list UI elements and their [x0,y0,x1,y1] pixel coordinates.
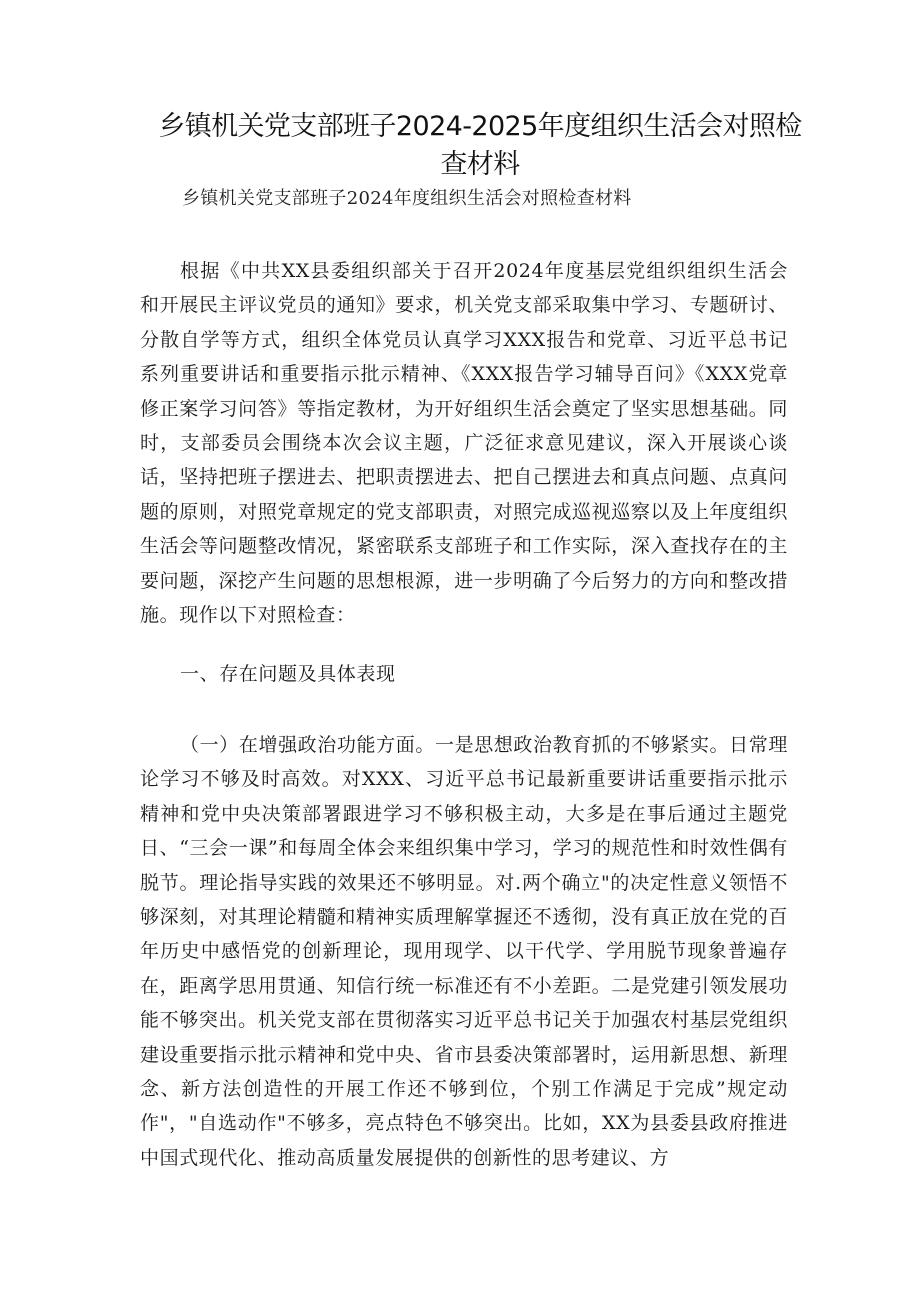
paragraph-intro: 根据《中共XX县委组织部关于召开2024年度基层党组织组织生活会和开展民主评议党员的通知》要求，机关党支部采取集中学习、专题研讨、分散自学等方式，组织全体党员认真学习XXX报告和党章、习近平总书记系列重要讲话和重要指示批示精神、《XXX报告学习辅导百问》《XXX党章修正案学习问答》等指定教材，为开好组织生活会奠定了坚实思想基础。同时，支部委员会围绕本次会议主题，广泛征求意见建议，深入开展谈心谈话，坚持把班子摆进去、把职责摆进去、把自己摆进去和真点问题、点真问题的原则，对照党章规定的党支部职责，对照完成巡视巡察以及上年度组织生活会等问题整改情况，紧密联系支部班子和工作实际，深入查找存在的主要问题，深挖产生问题的思想根源，进一步明确了今后努力的方向和整改措施。现作以下对照检查： [140,260,788,627]
section-heading: 一、存在问题及具体表现 [180,663,396,685]
document-title: 乡镇机关党支部班子2024-2025年度组织生活会对照检查材料 [158,111,802,180]
paragraph-political-function: （一）在增强政治功能方面。一是思想政治教育抓的不够紧实。日常理论学习不够及时高效。对XXX、习近平总书记最新重要讲话重要指示批示精神和党中央决策部署跟进学习不够积极主动，大多是在事后通过主题党日、“三会一课”和每周全体会来组织集中学习，学习的规范性和时效性偶有脱节。理论指导实践的效果还不够明显。对.两个确立"的决定性意义领悟不够深刻，对其理论精髓和精神实质理解掌握还不透彻，没有真正放在党的百年历史中感悟党的创新理论，现用现学、以干代学、学用脱节现象普遍存在，距离学思用贯通、知信行统一标准还有不小差距。二是党建引领发展功能不够突出。机关党支部在贯彻落实习近平总书记关于加强农村基层党组织建设重要指示批示精神和党中央、省市县委决策部署时，运用新思想、新理念、新方法创造性的开展工作还不够到位，个别工作满足于完成”规定动作"，"自选动作"不够多，亮点特色不够突出。比如，XX为县委县政府推进中国式现代化、推动高质量发展提供的创新性的思考建议、方 [140,734,788,1169]
document-subtitle: 乡镇机关党支部班子2024年度组织生活会对照检查材料 [182,188,632,209]
